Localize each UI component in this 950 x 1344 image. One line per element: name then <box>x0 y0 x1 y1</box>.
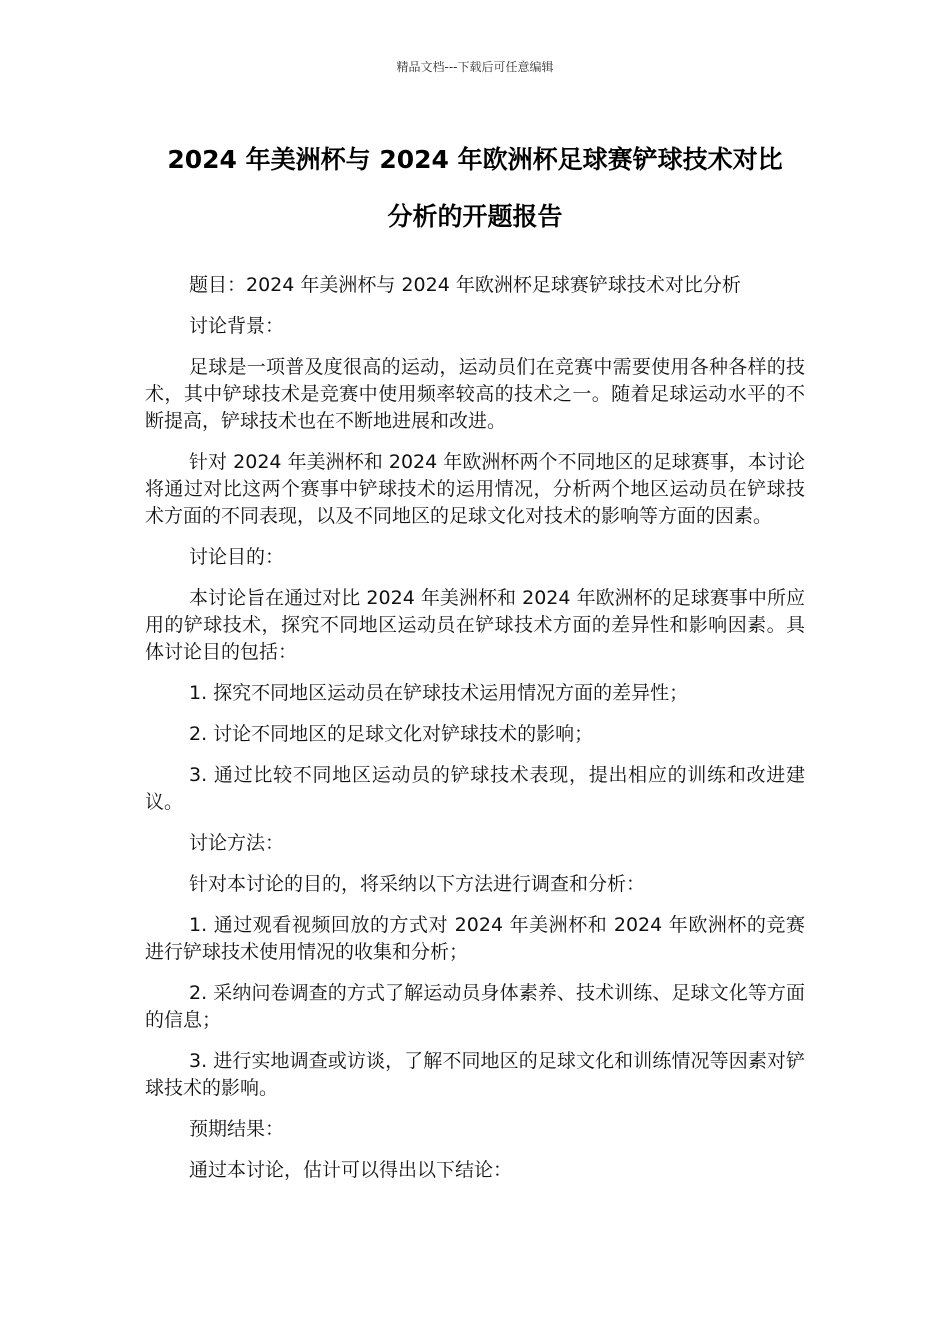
purpose-item-3: 3. 通过比较不同地区运动员的铲球技术表现，提出相应的训练和改进建议。 <box>145 764 805 813</box>
paragraph-purpose: 本讨论旨在通过对比 2024 年美洲杯和 2024 年欧洲杯的足球赛事中所应用的铲球技术，探究不同地区运动员在铲球技术方面的差异性和影响因素。具体讨论目的包括： <box>145 587 805 663</box>
heading-purpose: 讨论目的： <box>189 546 285 568</box>
method-item-1: 1. 通过观看视频回放的方式对 2024 年美洲杯和 2024 年欧洲杯的竞赛进行铲球技术使用情况的收集和分析； <box>145 914 805 963</box>
paragraph-topic: 题目：2024 年美洲杯与 2024 年欧洲杯足球赛铲球技术对比分析 <box>189 274 741 296</box>
paragraph-expected-results: 通过本讨论，估计可以得出以下结论： <box>189 1159 513 1181</box>
purpose-item-1: 1. 探究不同地区运动员在铲球技术运用情况方面的差异性； <box>189 682 689 704</box>
method-item-2: 2. 采纳问卷调查的方式了解运动员身体素养、技术训练、足球文化等方面的信息； <box>145 982 805 1031</box>
method-item-3: 3. 进行实地调查或访谈，了解不同地区的足球文化和训练情况等因素对铲球技术的影响。 <box>145 1050 805 1099</box>
heading-expected-results: 预期结果： <box>189 1118 285 1140</box>
purpose-item-2: 2. 讨论不同地区的足球文化对铲球技术的影响； <box>189 723 594 745</box>
header-note: 精品文档---下载后可任意编辑 <box>396 60 554 74</box>
paragraph-method: 针对本讨论的目的，将采纳以下方法进行调查和分析： <box>189 873 646 895</box>
document-body <box>145 272 805 1198</box>
heading-background: 讨论背景： <box>189 315 285 337</box>
paragraph-background-1: 足球是一项普及度很高的运动，运动员们在竞赛中需要使用各种各样的技术，其中铲球技术是竞赛中使用频率较高的技术之一。随着足球运动水平的不断提高，铲球技术也在不断地进展和改进。 <box>145 356 805 432</box>
heading-method: 讨论方法： <box>189 832 285 854</box>
document-title-line-2: 分析的开题报告 <box>387 202 563 231</box>
paragraph-background-2: 针对 2024 年美洲杯和 2024 年欧洲杯两个不同地区的足球赛事，本讨论将通过对比这两个赛事中铲球技术的运用情况，分析两个地区运动员在铲球技术方面的不同表现，以及不同地区的足球文化对技术的影响等方面的因素。 <box>145 451 805 527</box>
document-title-line-1: 2024 年美洲杯与 2024 年欧洲杯足球赛铲球技术对比 <box>167 145 783 174</box>
